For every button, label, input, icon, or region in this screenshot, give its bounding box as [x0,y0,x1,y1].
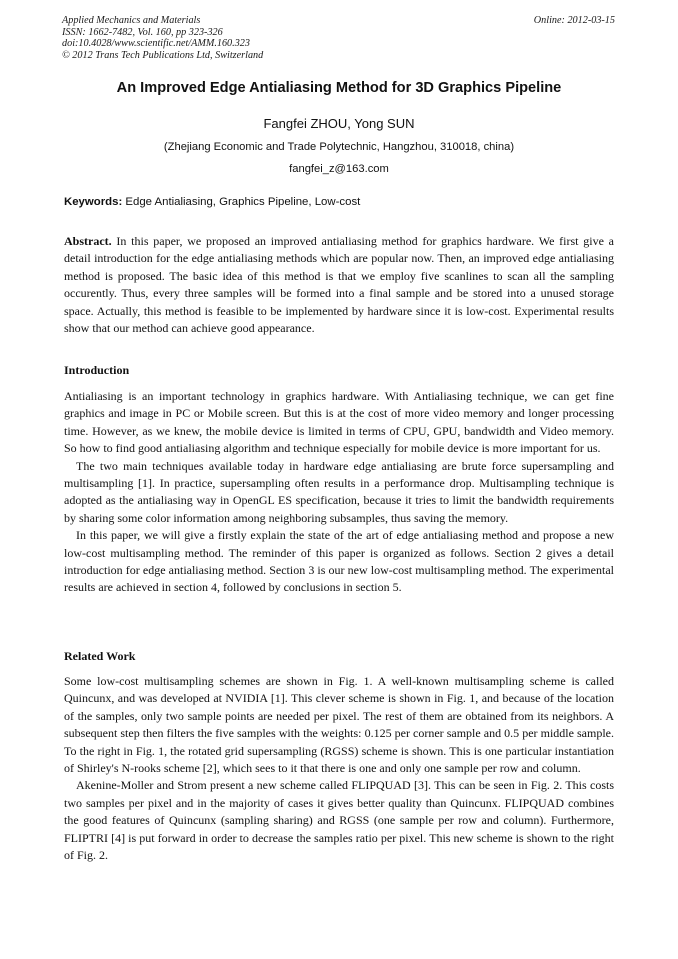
section-heading-introduction: Introduction [64,363,130,377]
section-heading-related-work: Related Work [64,649,136,663]
abstract-text: In this paper, we proposed an improved antialiasing method for graphics hardware. We first give a detail introduction for the edge antialiasing methods which are popular now. Then, an improved edge antialiasing method is proposed. The basic idea of this method is that we employ five scanlines to scan all the sampling occurently. Thus, every three samples will be formed into a final sample and be stored into a unused storage space. Actually, this method is feasible to be implemented by hardware since it is low-cost. Experimental results show that our method can achieve good appearance. [64,234,614,336]
keywords-label: Keywords: [64,196,123,208]
related-paragraph: Some low-cost multisampling schemes are shown in Fig. 1. A well-known multisampling scheme is called Quincunx, and was developed at NVIDIA [1]. This clever scheme is shown in Fig. 1, and because of the location of the samples, only two sample points are needed per pixel. The rest of them are obtained from its neighbors. A subsequent step then filters the five samples with the weights: 0.125 per corner sample and 0.5 per middle sample. To the right in Fig. 1, the rotated grid supersampling (RGSS) scheme is shown. This is one particular instantiation of Shirley's N-rooks scheme [2], which sees to it that there is one and only one sample per row and column. [64,674,614,776]
related-paragraph: Akenine-Moller and Strom present a new scheme called FLIPQUAD [3]. This can be seen in Fig. 2. This costs two samples per pixel and in the majority of cases it gives better quality than Quincunx. FLIPQUAD combines the good features of Quincunx (sampling sharing) and RGSS (one sample per row and column). Furthermore, FLIPTRI [4] is put forward in order to decrease the samples ratio per pixel. This new scheme is shown to the right of Fig. 2. [64,778,614,863]
abstract [64,233,614,337]
keywords-text: Edge Antialiasing, Graphics Pipeline, Low-cost [122,196,361,208]
intro-paragraph: The two main techniques available today in hardware edge antialiasing are brute force supersampling and multisampling [1]. In practice, supersampling often results in a performance drop. Multisampling technique is adopted as the antialiasing way in OpenGL ES specification, because it tries to limit the bandwidth requirements by sharing some color information among neighboring subsamples, thus saving the memory. [64,458,614,525]
intro-paragraph: Antialiasing is an important technology in graphics hardware. With Antialiasing technique, we can get fine graphics and image in PC or Mobile screen. But this is at the cost of more video memory and longer processing time. However, as we knew, the mobile device is limited in terms of CPU, GPU, bandwidth and Video memory. So how to find good antialiasing algorithm and technique especially for mobile device is more important for us. [64,389,614,456]
paper-title: An Improved Edge Antialiasing Method for 3D Graphics Pipeline [116,80,562,96]
issn-line: ISSN: 1662-7482, Vol. 160, pp 323-326 [62,26,223,38]
related-work-body [64,673,614,864]
doi-line: doi:10.4028/www.scientific.net/AMM.160.323 [62,38,250,49]
paper-affiliation: (Zhejiang Economic and Trade Polytechnic, Hangzhou, 310018, china) [163,141,515,153]
paper-authors: Fangfei ZHOU, Yong SUN [263,116,415,131]
author-email: fangfei_z@163.com [289,163,389,175]
keywords-line [64,196,360,208]
intro-paragraph: In this paper, we will give a firstly explain the state of the art of edge antialiasing method and propose a new low-cost multisampling method. The reminder of this paper is organized as follows. Section 2 gives a detail introduction for edge antialiasing method. Section 3 is our new low-cost multisampling method. The experimental results are achieved in section 4, followed by conclusions in section 5. [64,528,614,595]
abstract-label: Abstract. [64,234,112,248]
copyright-line: © 2012 Trans Tech Publications Ltd, Switzerland [62,49,264,61]
journal-name: Applied Mechanics and Materials [62,15,201,26]
publication-header [62,15,263,61]
online-date: Online: 2012-03-15 [533,15,615,26]
introduction-body [64,388,614,597]
